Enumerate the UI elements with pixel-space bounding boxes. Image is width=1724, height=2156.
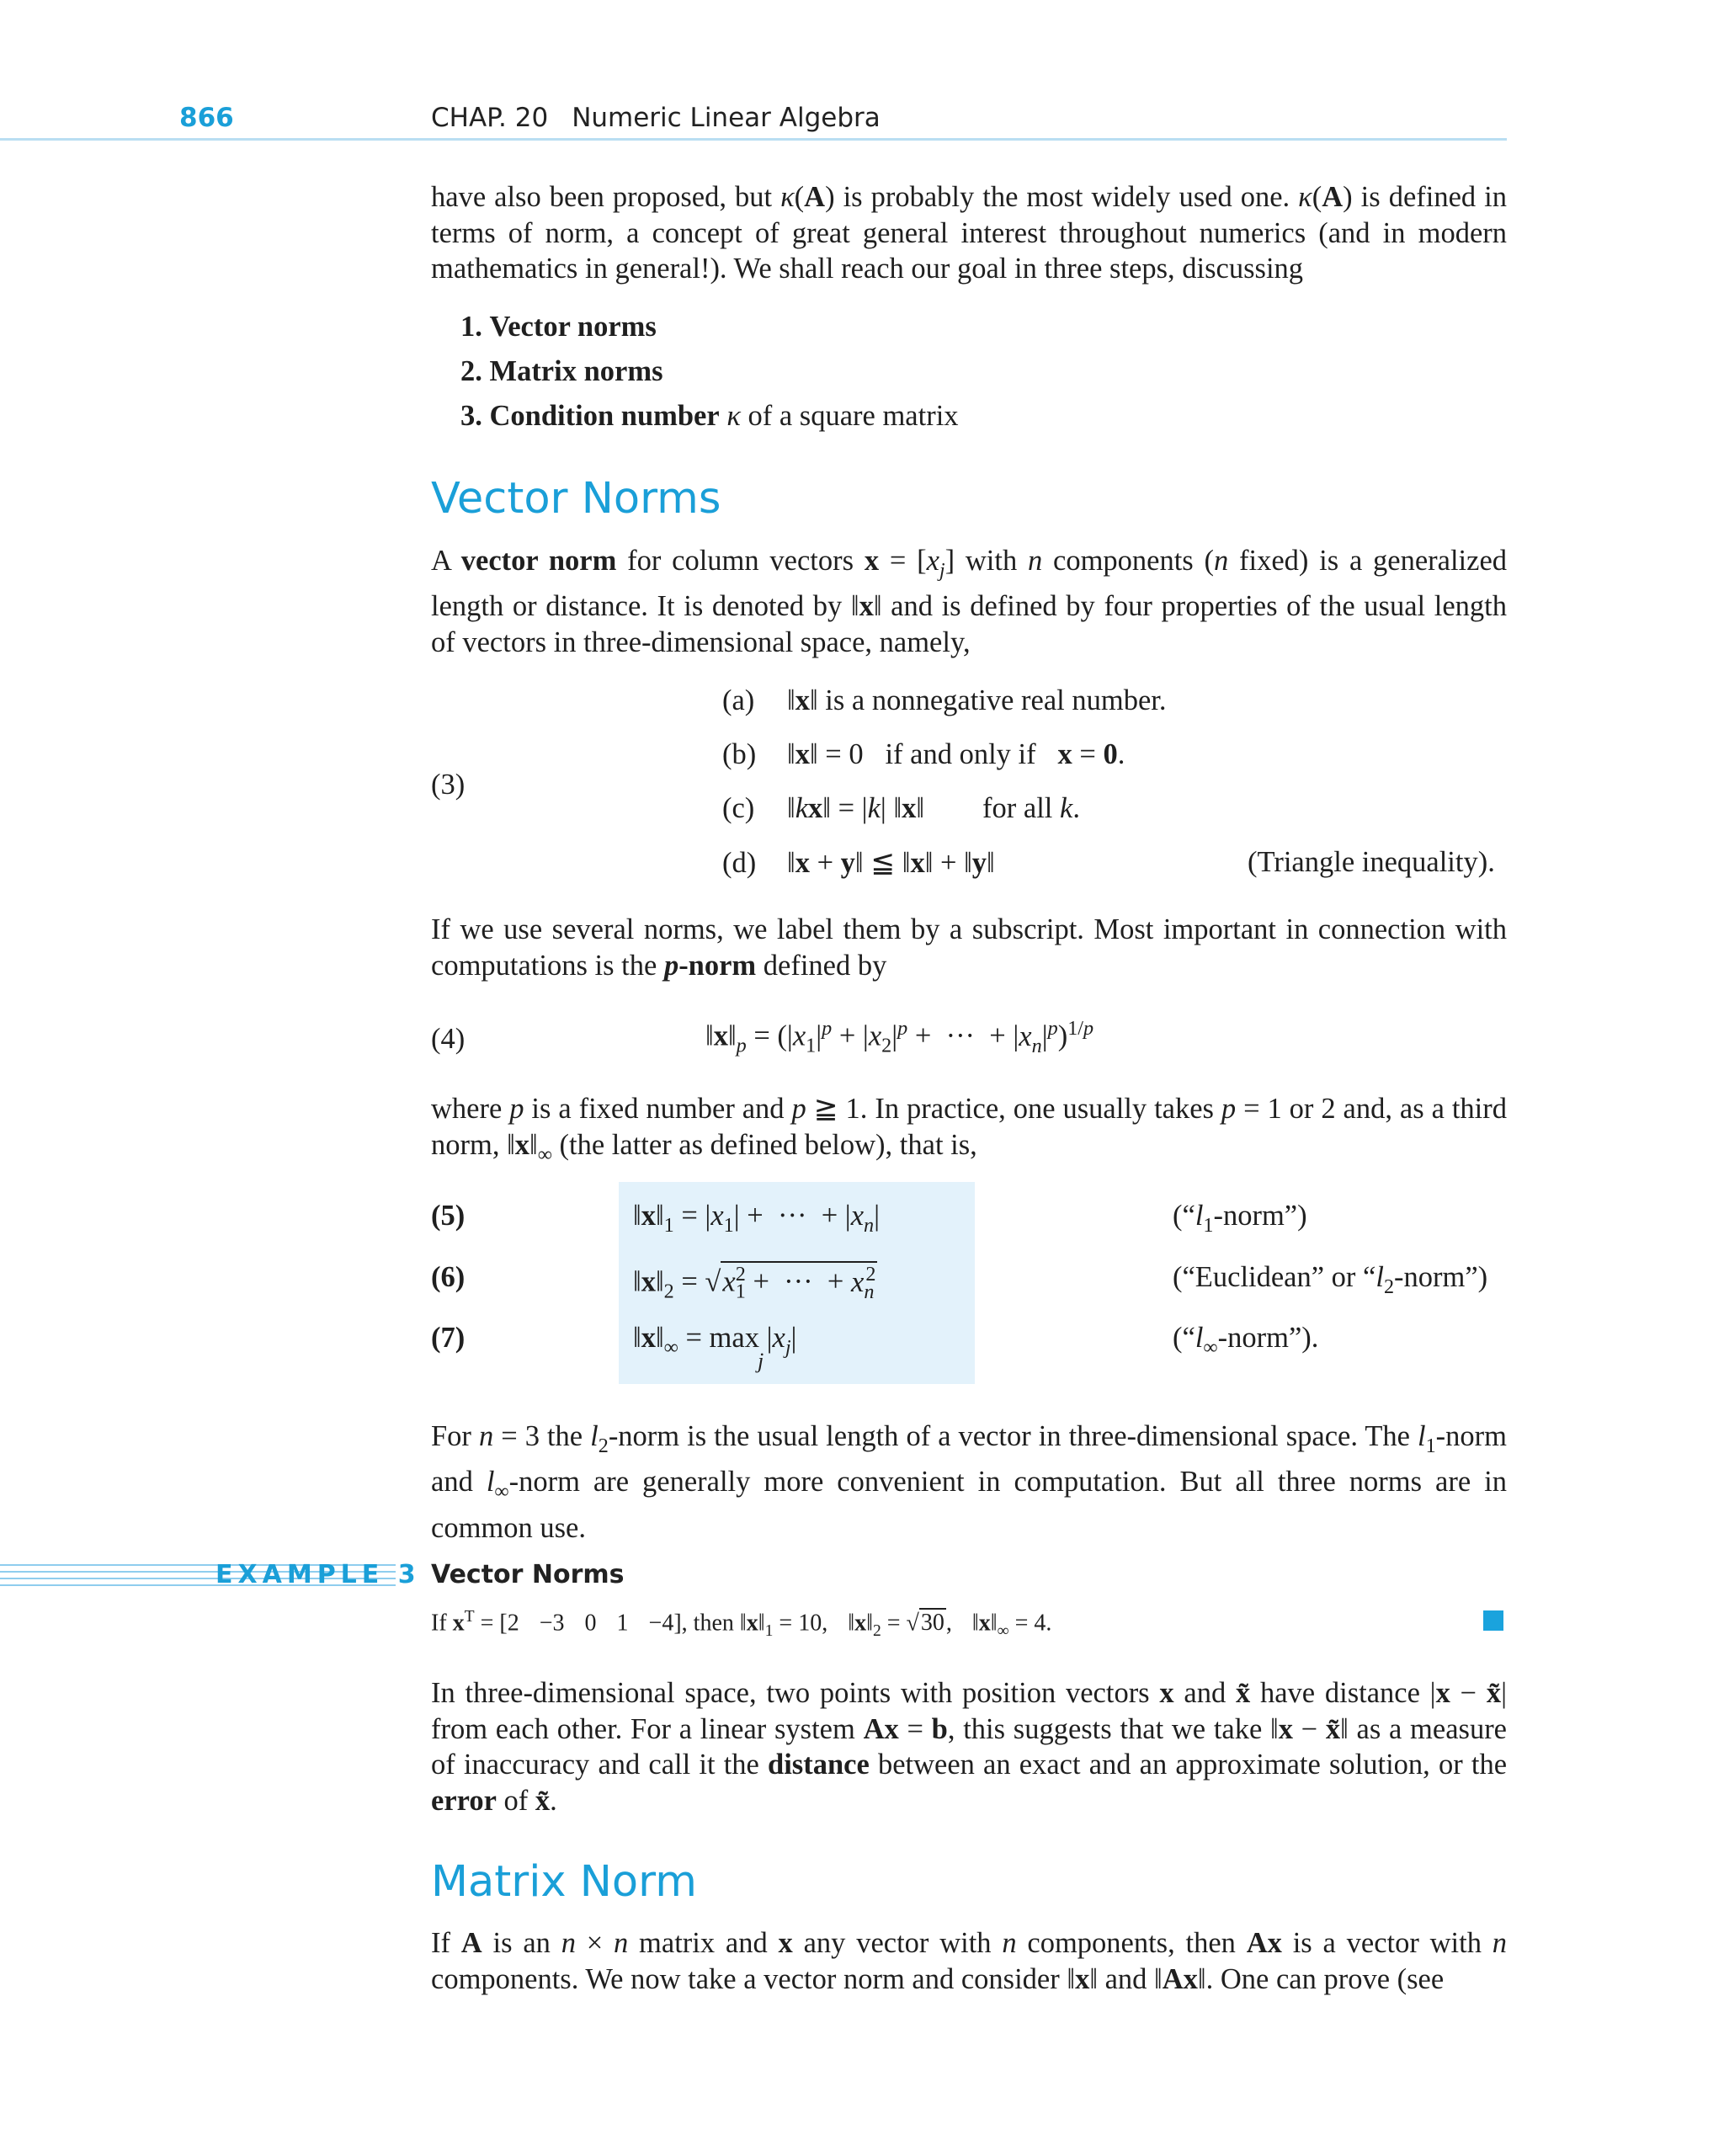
header-rule [0,138,1507,141]
running-header [431,103,881,133]
list-item: 1. Vector norms [460,311,657,343]
example-content: If $x^T = [2 -3$ 0 1 −4], then $‖x‖_1 = 10$, $‖x‖_2 = √30$, $‖x‖_\infty = 4$. [431,1608,1052,1640]
section-heading-matrix-norm: Matrix Norm [431,1857,697,1907]
matrix-norm-paragraph: If A is an n × n matrix and x any vector with n components, then Ax is a vector with n components. We now take a vector norm and consider ‖x‖ and ‖Ax‖. One can prove (see [431,1927,1508,1995]
linf-norm-name: $(“l_\infty-norm”)$. [1173,1322,1319,1359]
equation-label-6: (6) [431,1261,466,1293]
property-c: (c) ‖kx‖ = |k| ‖x‖ for all k. [722,792,1080,824]
p-norm-formula: $‖x‖_p = (|x_1|^p + |x_2|^p$ + ··· + $|x_n|^p)^{1/p}$ [705,1017,1094,1057]
section-heading-vector-norms: Vector Norms [431,474,721,524]
equation-label-3: (3) [431,769,466,801]
l1-norm-formula: $‖x‖_1 = |x_1|$ + ··· + $|x_n|$ [633,1200,881,1237]
equation-label-7: (7) [431,1322,466,1354]
steps-list [460,305,959,439]
l2-norm-paragraph: For n = 3 the $l_2$-norm is the usual length of a vector in three-dimensional space. The $l_1$-norm and $l_\infty$-norm are generally more convenient in computation. But all three norms are in common use. [431,1420,1507,1544]
equation-label-4: (4) [431,1023,466,1055]
end-of-example-marker [1483,1610,1503,1631]
chapter-label: CHAP. 20 [431,103,549,133]
example-title: Vector Norms [431,1560,625,1589]
distance-paragraph: In three-dimensional space, two points with position vectors x and x̃ have distance |x − x̃| from each other. For a linear system Ax = b, this suggests that we take ‖x − x̃‖ as a measure of inaccuracy and call it the distance between an exact and an approximate solution, or the error of x̃. [431,1677,1508,1817]
l1-norm-name: $(“l_1-norm”)$ [1173,1200,1307,1237]
norm-choice-paragraph: where p is a fixed number and p ≧ 1. In practice, one usually takes p = 1 or 2 and, as a third norm, $‖x‖_\infty$ (the latter as defined below), that is, [431,1093,1507,1166]
vector-norm-paragraph: A vector norm for column vectors $x = [x_j]$ with n components (n fixed) is a generalized length or distance. It is denoted by ‖x‖ and is defined by four properties of the usual length of vectors in three-dimensional space, namely, [431,545,1508,658]
linf-norm-formula: $‖x‖_\infty = \max |x_j|$ j [633,1322,797,1373]
example-label: EXAMPLE 3 [216,1560,421,1589]
property-d: (d) ‖x + y‖ ≦ ‖x‖ + ‖y‖ [722,847,995,879]
equation-label-5: (5) [431,1200,466,1232]
property-b: (b) ‖x‖ = 0 if and only if x = 0. [722,738,1125,770]
l2-norm-name: (“Euclidean” or “$l_2-norm$”) [1173,1261,1488,1298]
list-item: 2. Matrix norms [460,355,663,387]
list-item: 3. Condition number κ of a square matrix [460,400,959,432]
triangle-inequality-note: (Triangle inequality). [1248,846,1495,878]
intro-paragraph [431,179,1507,287]
page-number: 866 [179,103,234,133]
intro-text: have also been proposed, but κ(A) is probably the most widely used one. κ(A) is defined in terms of norm, a concept of great general interest throughout numerics (and in modern mathematics in general!). We shall reach our goal in three steps, discussing [431,181,1507,285]
chapter-title: Numeric Linear Algebra [572,103,881,133]
property-a: (a) ‖x‖ is a nonnegative real number. [722,684,1167,716]
p-norm-paragraph: If we use several norms, we label them by a subscript. Most important in connection with computations is the p-norm defined by [431,913,1507,982]
l2-norm-formula: $‖x‖_2 = √x_1^2$ + ··· + $x_n^2$ [633,1263,876,1303]
